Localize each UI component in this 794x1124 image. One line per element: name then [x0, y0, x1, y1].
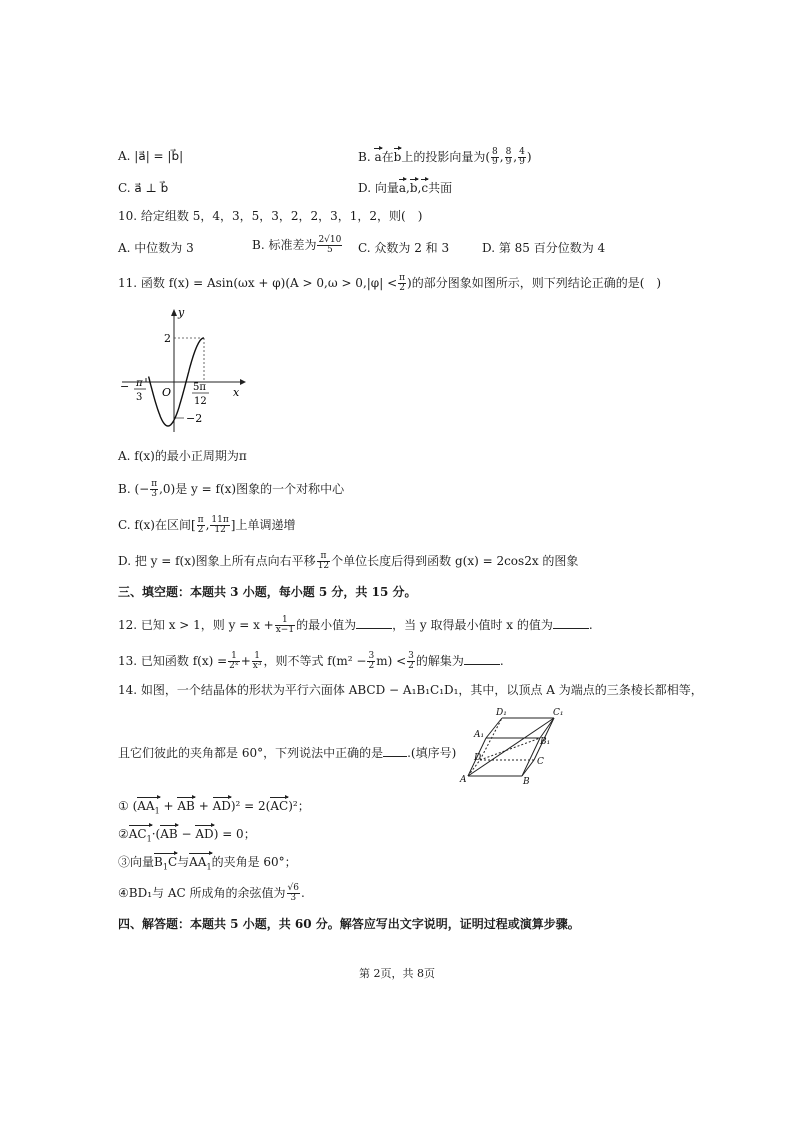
q13-line: 13. 已知函数 f(x) = $\frac{1}{\text{2ˣ}}$ + $\frac{1}{\text{x³}}$ ，则不等式 f(m² − $\frac{3}{2}$ m) < $\frac{3}{2}$ 的解集为 . [118, 651, 504, 671]
q12-blank-2[interactable] [553, 616, 589, 629]
q14-blank[interactable] [383, 744, 407, 757]
q12-blank-1[interactable] [356, 616, 392, 629]
q10-stem: 10. 给定组数 5，4，3，5，3，2，2，3，1，2，则( ) [118, 209, 423, 223]
edge-B1C1 [540, 718, 554, 738]
label-D: D [474, 753, 482, 763]
x-axis-arrow [240, 379, 246, 385]
label-C: C [537, 757, 544, 767]
q13-blank[interactable] [464, 652, 500, 665]
q11-option-a: A. f(x)的最小正周期为π [118, 449, 247, 463]
label-A: A [460, 775, 467, 785]
q11-function-graph [112, 300, 252, 440]
q11-option-b: B. (− $\frac{\pi}{3}$ ,0)是 y = f(x)图象的一个对称中心 [118, 479, 345, 499]
label-B: B [523, 777, 530, 786]
q10-option-c: C. 众数为 2 和 3 [358, 241, 450, 255]
q9-option-b: B. a在b上的投影向量为( $\frac{8}{9}$ , $\frac{8}{9}$ , $\frac{4}{9}$ ) [358, 147, 532, 167]
y-axis-label: y [178, 306, 185, 319]
q11-option-d: D. 把 y = f(x)图象上所有点向右平移 $\frac{\pi}{12}$ 个单位长度后得到函数 g(x) = 2cos2x 的图象 [118, 551, 579, 571]
q9-option-d: D. 向量a,b,c共面 [358, 181, 453, 195]
pos-label-num: 5π [193, 382, 206, 393]
label-C1: C₁ [553, 708, 564, 718]
section4-heading: 四、解答题：本题共 5 小题，共 60 分。解答应写出文字说明，证明过程或演算步骤。 [118, 917, 580, 931]
edge-A1D1 [486, 718, 502, 738]
q10-option-d: D. 第 85 百分位数为 4 [482, 241, 606, 255]
q14-statement-3: ③向量$B_1C$与$AA_1$的夹角是 60°； [118, 855, 297, 872]
q14-statement-2: $②AC_1\cdot(AB - AD) = 0$； [118, 827, 256, 844]
y-max-label: 2 [164, 332, 171, 345]
label-A1: A₁ [474, 730, 485, 740]
neg-label-sign: − [120, 380, 130, 393]
q12-line: 12. 已知 x > 1，则 y = x + $\frac{1}{x-1}$ 的最小值为 ，当 y 取得最小值时 x 的值为 . [118, 615, 593, 635]
pos-label-den: 12 [194, 396, 207, 407]
label-B1: B₁ [540, 737, 551, 747]
neg-label-den: 3 [136, 392, 143, 403]
x-axis-label: x [233, 386, 240, 399]
q14-line-2: 且它们彼此的夹角都是 60°，下列说法中正确的是 .(填序号) [118, 746, 457, 760]
q14-parallelepiped-figure [454, 706, 574, 786]
section3-heading: 三、填空题：本题共 3 小题，每小题 5 分，共 15 分。 [118, 585, 417, 599]
q14-statement-1: ① ($AA_1$ + AB + AD)² = 2(AC)²； [118, 799, 310, 816]
q9-option-a: A. |a⃗| = |b⃗| [118, 149, 184, 163]
page-footer: 第 2页，共 8页 [359, 967, 435, 980]
q10-option-b: B. 标准差为 $\frac{2√10}{5}$ [252, 235, 342, 255]
y-axis-arrow [171, 309, 177, 316]
y-min-label: −2 [186, 412, 203, 425]
q9-option-c: C. a⃗ ⊥ b⃗ [118, 181, 169, 195]
q14-line-1: 14. 如图，一个结晶体的形状为平行六面体 ABCD − A₁B₁C₁D₁，其中，以顶点 A 为端点的三条棱长都相等， [118, 683, 703, 697]
diag-AC1 [468, 718, 554, 776]
q10-option-a: A. 中位数为 3 [118, 241, 194, 255]
origin-label: O [162, 386, 172, 399]
neg-label-num: π [136, 378, 143, 389]
label-D1: D₁ [496, 708, 507, 718]
q14-statement-4: ④BD₁与 AC 所成角的余弦值为 $\frac{√6}{3}$ . [118, 883, 305, 903]
q11-option-c: C. f(x)在区间[ $\frac{\pi}{2}$ , $\frac{11\pi}{12}$ ]上单调递增 [118, 515, 296, 535]
q11-stem: 11. 函数 f(x) = Asin(ωx + φ)(A > 0,ω > 0,|φ| < $\frac{\pi}{2}$ )的部分图象如图所示，则下列结论正确的是( ) [118, 273, 662, 293]
